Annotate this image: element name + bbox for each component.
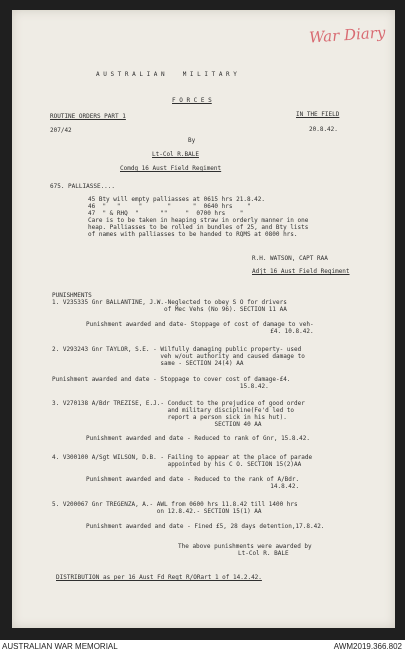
heading-line1: A U S T R A L I A N M I L I T A R Y [96, 71, 237, 78]
punishment-entry-line: report a person sick in his hut). [52, 414, 287, 421]
punishment-entry-line: 3. V270138 A/Bdr TREZISE, E.J.- Conduct to the prejudice of good order [52, 400, 305, 407]
punishment-entry-line: 1. V235335 Gnr BALLANTINE, J.W.-Neglected to obey S O for drivers [52, 299, 287, 306]
punishment-entry-line: on 12.8.42.- SECTION 15(1) AA [52, 508, 262, 515]
punishment-award: Punishment awarded and date - Reduced to the rank of A/Bdr. [86, 476, 300, 483]
order-date: 20.8.42. [309, 126, 338, 133]
punishment-entry-line: and military discipline(Fe'd led to [52, 407, 295, 414]
command-line: Comdg 16 Aust Field Regiment [120, 165, 222, 172]
punishment-entry-line: of Mec Vehs (No 96). SECTION 11 AA [52, 306, 287, 313]
document-page [12, 10, 395, 628]
routine-orders-label: ROUTINE ORDERS PART 1 [50, 113, 126, 120]
closing-line: The above punishments were awarded by [178, 543, 312, 550]
punishment-entry-line: SECTION 40 AA [52, 421, 262, 428]
punishment-entry-line: 5. V200067 Gnr TREGENZA, A.- AWL from 0600 hrs 11.8.42 till 1400 hrs [52, 501, 298, 508]
palliasse-line: Care is to be taken in heaping straw in orderly manner in one [88, 217, 309, 224]
punishment-entry-line: appointed by his C O. SECTION 15(2)AA [52, 461, 302, 468]
punishment-award: Punishment awarded and date - Reduced to rank of Gnr, 15.8.42. [86, 435, 310, 442]
order-number: 207/42 [50, 127, 72, 134]
palliasse-line: 46 " " " " " 0640 hrs " [88, 203, 251, 210]
footer-accession-number: AWM2019.366.802 [333, 642, 402, 651]
punishments-title: PUNISHMENTS [52, 292, 92, 299]
distribution-line: DISTRIBUTION as per 16 Aust Fd Regt R/ORart 1 of 14.2.42. [56, 574, 262, 581]
punishment-entry-line: veh w/out authority and caused damage to [52, 353, 305, 360]
punishment-entry-line: 4. V300100 A/Sgt WILSON, D.B. - Failing to appear at the place of parade [52, 454, 313, 461]
footer-bar [0, 640, 405, 653]
punishment-award-date: £4. 10.8.42. [86, 328, 314, 335]
war-diary-annotation: War Diary [308, 23, 386, 47]
in-field-label: IN THE FIELD [296, 111, 340, 118]
palliasse-line: 45 Bty will empty palliasses at 0615 hrs 21.8.42. [88, 196, 266, 203]
closing-officer: Lt-Col R. BALE [238, 550, 289, 557]
palliasse-line: heap. Palliasses to be rolled in bundles of 25, and Bty lists [88, 224, 309, 231]
punishment-entry-line: same - SECTION 24(4) AA [52, 360, 244, 367]
palliasse-line: of names with palliasses to be handed to RQMS at 0800 hrs. [88, 231, 298, 238]
punishment-award: Punishment awarded and date - Stoppage to cover cost of damage-£4. [52, 376, 291, 383]
footer-institution: AUSTRALIAN WAR MEMORIAL [2, 642, 118, 651]
punishment-award-date: 14.8.42. [86, 483, 300, 490]
punishment-award: Punishment awarded and date- Stoppage of cost of damage to veh- [86, 321, 314, 328]
palliasse-line: 47 " & RHQ " "" " 0700 hrs " [88, 210, 244, 217]
heading-line2: F O R C E S [172, 97, 212, 104]
signature-role: Adjt 16 Aust Field Regiment [252, 268, 350, 275]
officer-name: Lt-Col R.BALE [152, 151, 199, 158]
punishment-award: Punishment awarded and date - Fined £5, 28 days detention,17.8.42. [86, 523, 325, 530]
palliasse-title: 675. PALLIASSE.... [50, 183, 116, 190]
punishment-entry-line: 2. V293243 Gnr TAYLOR, S.E. - Wilfully damaging public property- used [52, 346, 302, 353]
punishment-award-date: 15.8.42. [52, 383, 269, 390]
signature-name: R.H. WATSON, CAPT RAA [252, 255, 328, 262]
by-label: By [188, 137, 196, 144]
